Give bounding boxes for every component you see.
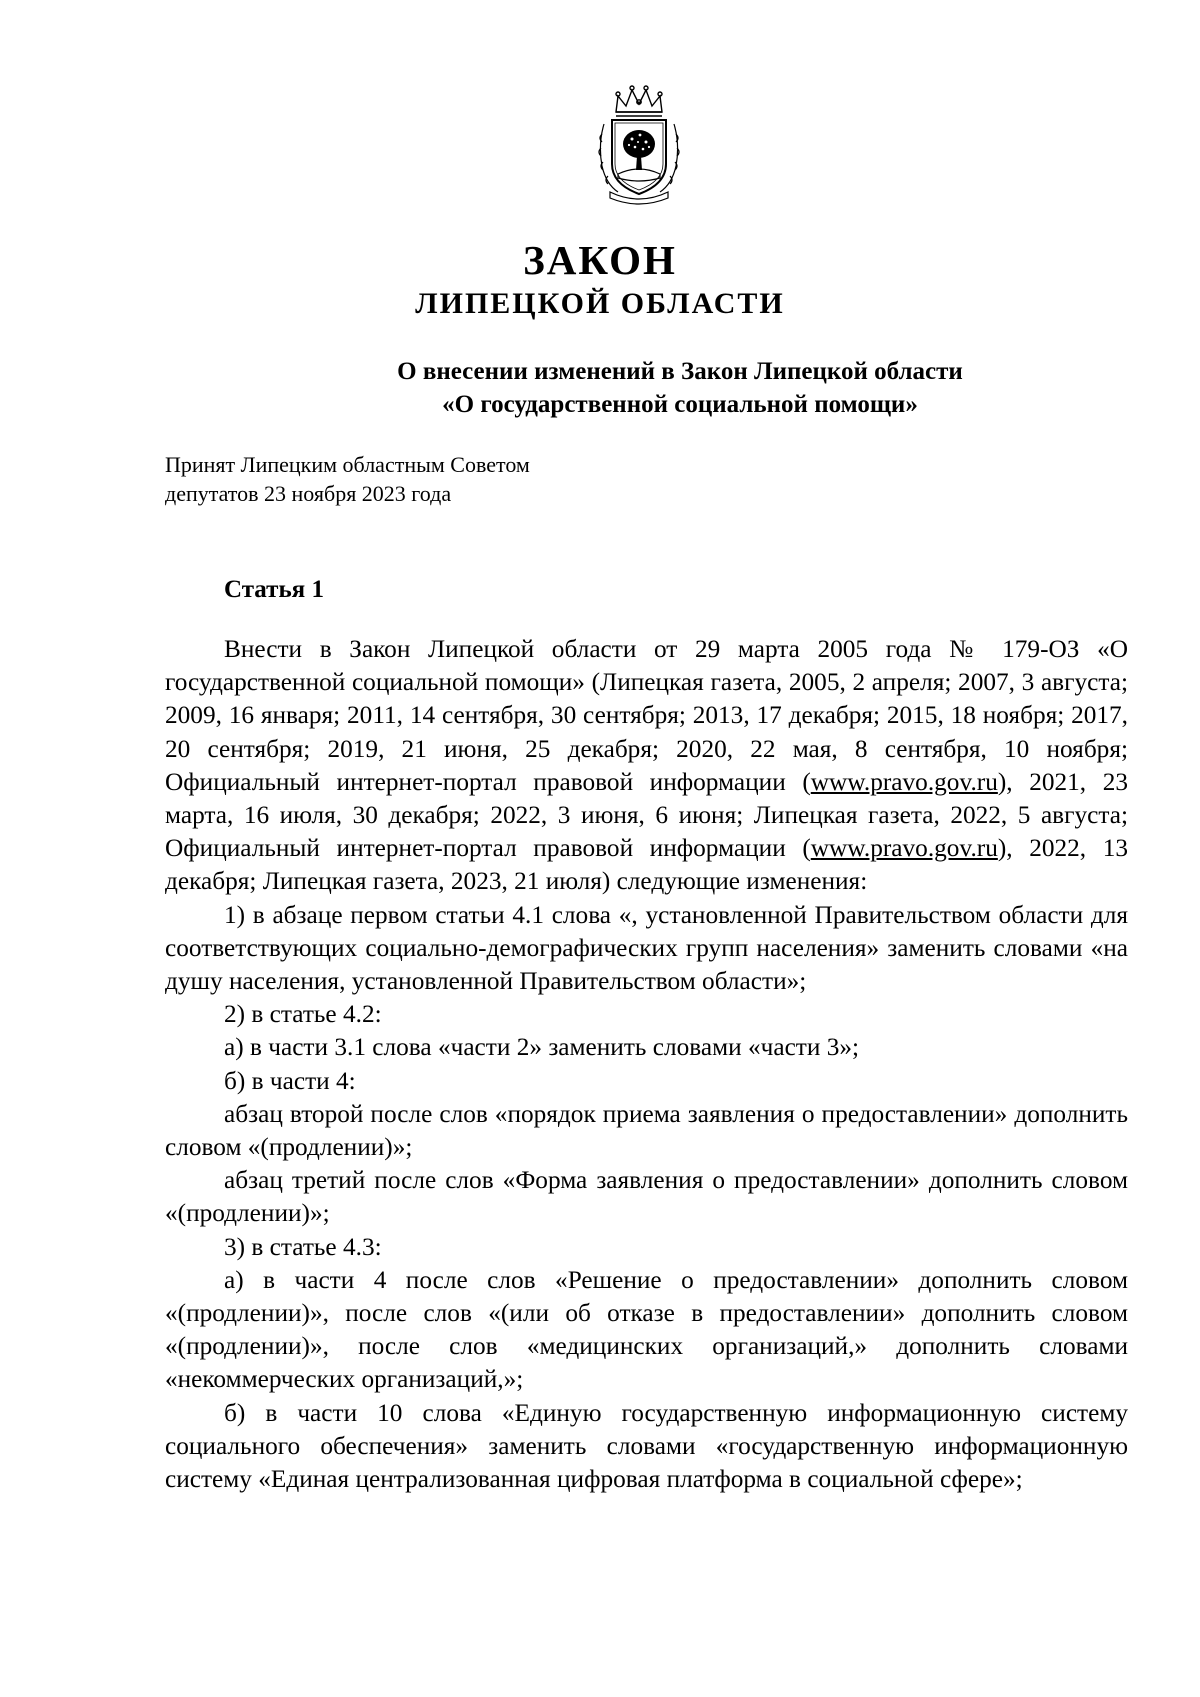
list-item: б) в части 4:	[224, 1066, 356, 1095]
lipetsk-coat-of-arms-icon	[596, 84, 682, 206]
document-subtitle: ЛИПЕЦКОЙ ОБЛАСТИ	[415, 287, 785, 320]
list-item: а) в части 4 после слов «Решение о предоставлении» дополнить словом «(продлении)», после слов «(или об отказе в предоставлении» дополнить словом «(продлении)», после слов «медицинских организаций,» дополнить словами «некоммерческих организаций,»;	[165, 1265, 1128, 1394]
law-heading-line-1: О внесении изменений в Закон Липецкой области	[397, 358, 963, 385]
article-body	[165, 633, 1128, 1496]
intro-paragraph	[165, 633, 1128, 899]
adoption-note	[165, 450, 765, 508]
adoption-note-line-2: депутатов 23 ноября 2023 года	[165, 481, 452, 506]
document-title: ЗАКОН	[523, 237, 677, 283]
list-item: абзац второй после слов «порядок приема заявления о предоставлении» дополнить словом «(продлении)»;	[165, 1099, 1128, 1162]
intro-text-1: Внести в Закон Липецкой области от 29 марта 2005 года № 179-ОЗ «О государственной социальной помощи» (Липецкая газета, 2005, 2 апреля; 2007, 3 августа; 2009, 16 января; 2011, 14 сентября, 30 сентября; 2013, 17 декабря; 2015, 18 ноября; 2017, 20 сентября; 2019, 21 июня, 25 декабря; 2020, 22 мая, 8 сентября, 10 ноября; Официальный интернет-портал правовой информации (	[165, 635, 1128, 796]
intro-text-3: ), 2022, 13 декабря; Липецкая газета, 2023, 21 июля) следующие изменения:	[165, 834, 1128, 896]
law-heading	[300, 355, 1060, 421]
list-item: 1) в абзаце первом статьи 4.1 слова «, установленной Правительством области для соответствующих социально-демографических групп населения» заменить словами «на душу населения, установленной Правительством области»;	[165, 900, 1128, 996]
adoption-note-line-1: Принят Липецким областным Советом	[165, 452, 530, 477]
law-heading-line-2: «О государственной социальной помощи»	[442, 391, 918, 418]
list-item: б) в части 10 слова «Единую государственную информационную систему социального обеспечения» заменить словами «государственную информационную систему «Единая централизованная цифровая платформа в социальной сфере»;	[165, 1398, 1128, 1494]
list-item: а) в части 3.1 слова «части 2» заменить словами «части 3»;	[224, 1033, 860, 1062]
list-item: 3) в статье 4.3:	[224, 1232, 382, 1261]
list-item: абзац третий после слов «Форма заявления о предоставлении» дополнить словом «(продлении)»;	[165, 1166, 1128, 1228]
intro-text-2: ), 2021, 23 марта, 16 июля, 30 декабря; 2022, 3 июня, 6 июня; Липецкая газета, 2022, 5 августа; Официальный интернет-портал правовой информации (	[165, 767, 1128, 863]
pravo-link-2[interactable]: www.pravo.gov.ru	[810, 834, 998, 863]
pravo-link-1[interactable]: www.pravo.gov.ru	[810, 767, 998, 796]
article-title: Статья 1	[224, 576, 324, 603]
list-item: 2) в статье 4.2:	[224, 1000, 382, 1029]
